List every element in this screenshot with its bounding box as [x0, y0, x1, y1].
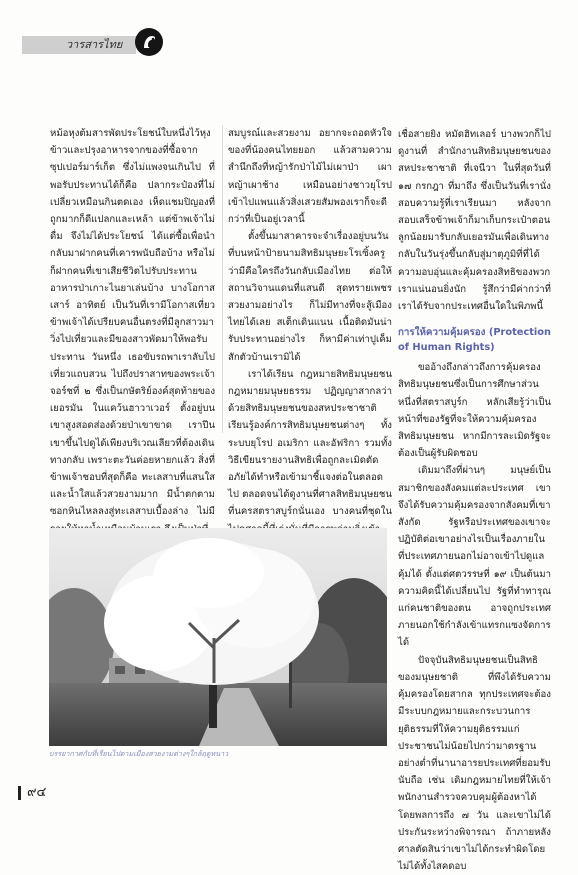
- page-number: ๙๔: [18, 786, 46, 800]
- section-heading-thai: การให้ความคุ้มครอง: [398, 327, 486, 339]
- body-paragraph: ตั้งขึ้นมาสาคารจะจำเรื่องอยู่บนวันที่บนหน้าป้ายนามสิทธิมนุษยะโรเซิ้งครูว่ามีคือใครถึงวันกลับเมืองไทย ต่อให้สถานวิจานแดนที่แสนดี สุดทรายเพชรสวยงามอย่างไร ก็ไม่มีทางที่จะสู้เมืองไทยได้เลย สเต็กเดินแนน เนื้อติดมันน่ารับประทานอย่างไร ก็หามีค่าเท่าปูเค็มสักตัวบ้านเรามิได้: [228, 231, 392, 363]
- section-heading: [398, 325, 551, 355]
- magazine-title: วารสารไทย: [66, 38, 123, 51]
- blossom-tree-photo: [49, 528, 387, 746]
- photo-caption: บรรยากาศกับที่เรียนไปตามเมืองสวยงามต่างๆใกล้ฤดูหนาว: [49, 749, 229, 758]
- section-heading-english: (Protection of Human Rights): [398, 327, 551, 354]
- body-paragraph: เราได้เรียน กฎหมายสิทธิมนุษยชน กฎหมายมนุษยธรรม ปฏิญญาสากลว่าด้วยสิทธิมนุษยชนของสหประชาชาติ เรียนรู้องค์การสิทธิมนุษยชนต่างๆ ทั้ง ระบบยุโรป อเมริกา และอัฟริกา รวมทั้งวิธีเขียนรายงานสิทธิเพื่อถูกละเมิดตัดอภัยได้ทำหรือเข้ามาชี้แจงต่อในตลอดไป ตลอดจนได้ดูงานที่ศาลสิทธิมนุษยชนที่นครสตราสบูร์กนั่นเอง บางคนที่ชุดใน: [228, 368, 392, 518]
- article-column-3: [398, 126, 551, 875]
- magazine-logo-icon: [135, 28, 163, 56]
- body-paragraph: สมบูรณ์และสวยงาม อยากจะถอดหัวใจของที่น้องคนไทยยอก แล้วสามความสำนึกถึงที่หญ้ารักป่าไม้ไม่เผาป่า เผาหญ้าเผาช้าง เหมือนอย่างชาวยุโรปเข้าไปแพนแล้วสิ่งเสวยสัมพองเราก็จะดีกว่าที่เป็นอยู่เวลานี้: [228, 128, 392, 226]
- body-paragraph: ปัจจุบันสิทธิมนุษยชนเป็นสิทธิของมนุษยชาติ ที่พึงได้รับความคุ้มครองโดยสากล ทุกประเทศจะต้องมีระบบกฎหมายและกระบวนการยุติธรรมที่ให้ความยุติธรรมแก่ประชาชนไม่น้อยไปกว่ามาตรฐานอย่างต่ำที่นานาอารยประเทศที่ยอมรับนับถือ เช่น เดิมกฎหมายไทยที่ให้เจ้าพนักงานสำรวจควบคุมผู้ต้องหาได้โดยพลการถึง ๗ วัน และเขาไม่ได้ประกันระหว่างพิจารณา ถ้าภายหลังศาลตัดสินว่าเขาไม่ได้กระทำผิดโดยไม่ได้ทั้งไสคดอบ: [398, 654, 551, 873]
- body-paragraph: หม้อหุงต้มสารพัดประโยชน์ใบหนึ่งไว้หุงข้าวและปรุงอาหารจากของที่ซื้อจากซุปเปอร์มาร์เก็ต ซึ่งไม่แพงจนเกินไป ที่พอรับประทานได้ก็คือ ปลากระป๋องที่ไม่เปลี่ยวเหมือนกินตดเอง เห็ดแชมปิญองที่ถูกมากก็ดีแปลกและเหล้า แต่ข้าพเจ้าไม่ดื่ม จึงไม่ได้ประโยชน์ ได้แต่ซื้อเพื่อนำกลับมาฝากคนที่เคารพนับถือบ้าง หรือไม่ก็ฝากคนที่เขาเสียชีวิตไปรับประทานอาหารป่าเกาะไนยาเล่นบ้าง บางโอกาสเสาร์ อาทิตย์ เป็นวันที่เรามีโอกาสเที่ยว ข้าพเจ้าได้เปรียบคนอื่นตรงที่มีลูกสาวมาวิ่งไปเที่ยวและมีของสาวพัดมาให้พอรับประทาน วันหนึ่ง เธอขับรถพาเราลับไปเที่ยวแถบสวน ไปถึงปราสาทของพระเจ้าจอร์ชที่ ๒ ซึ่งเป็นกษัตริย์องค์สุดท้ายของเยอรมัน ในแคว้นฮาวาเวอร์ ตั้งอยู่บนเขาสูงสอดส่องด้วยป่าเขาขาด เราปีนเขาขึ้นไปดูได้เพียงบริเวณเลียวที่ต้องเดินทางกลับ เพราะตะวันค่อยหายกแล้ว สิ่งที่ข้าพเจ้าชอบที่สุดก็คือ ทะเลสาบที่แสนใสและน้ำใสแล้วสวยงามมาก มีน้ำตกตามซอกหินไหลลงสู่ทะเลสาบเบื้องล่าง ไม่มี: [50, 128, 215, 518]
- article-column-2: [228, 125, 392, 555]
- header-bar: [22, 28, 156, 58]
- body-paragraph: เชื่อสายยิง หมัดฮิทเลอร์ บางพวกก็ไปดูงานที่ สำนักงานสิทธิมนุษยชนของสหประชาชาติ ที่เจนีวา ในที่สุดวันที่ ๑๗ กรกฎา ที่มาถึง ซึ่งเป็นวันที่เรานั่งสอบความรู้ที่เราเรียนมา หลังจากสอบเสร็จข้าพเจ้าก็มาเก็บกระเป๋าตอนลูกน้อยมารับกลับเยอรมันเพื่อเดินทางกลับในวันรุ่งขึ้นกลับสู่มาตุภูมิที่ที่ได้ความอบอุ่นและคุ้มครองสิทธิของพวกเราแน่นอนยิ่งนัก รู้สึกว่ามีค่ากว่าที่เราได้รับจากประเทศอื่นใดในพิภพนี้: [398, 129, 551, 313]
- body-paragraph: เดิมมาถึงที่ผ่านๆ มนุษย์เป็นสมาชิกของสังคมแต่ละประเทศ เขาจึงได้รับความคุ้มครองจากสังคมที่เขาสังกัด รัฐหรือประเทศของเขาจะปฏิบัติต่อเขาอย่างไรเป็นเรื่องภายใน ที่ประเทศภายนอกไม่อาจเข้าไปดูแลคุ้มได้ ตั้งแต่ศตวรรษที่ ๑๙ เป็นต้นมา ความคิดนี้ได้เปลี่ยนไป รัฐที่ทำทารุณแก่คนชาติของตน อาจถูกประเทศภายนอกใช้กำลังเข้าแทรกแซงจัดการได้: [398, 465, 551, 649]
- article-column-1: [50, 125, 215, 538]
- body-paragraph: ขออ้างถึงกล่าวถึงการคุ้มครองสิทธิมนุษยชนซึ่งเป็นการศึกษาส่วนหนึ่งที่สตราสบูร์ก หลักเสียรู้ว่าเป็นหน้าที่ของรัฐที่จะให้ความคุ้มครองสิทธิมนุษยชน หากมีการละเมิดรัฐจะต้องเป็นผู้รับผิดชอบ: [398, 362, 551, 460]
- column-divider: [222, 125, 223, 433]
